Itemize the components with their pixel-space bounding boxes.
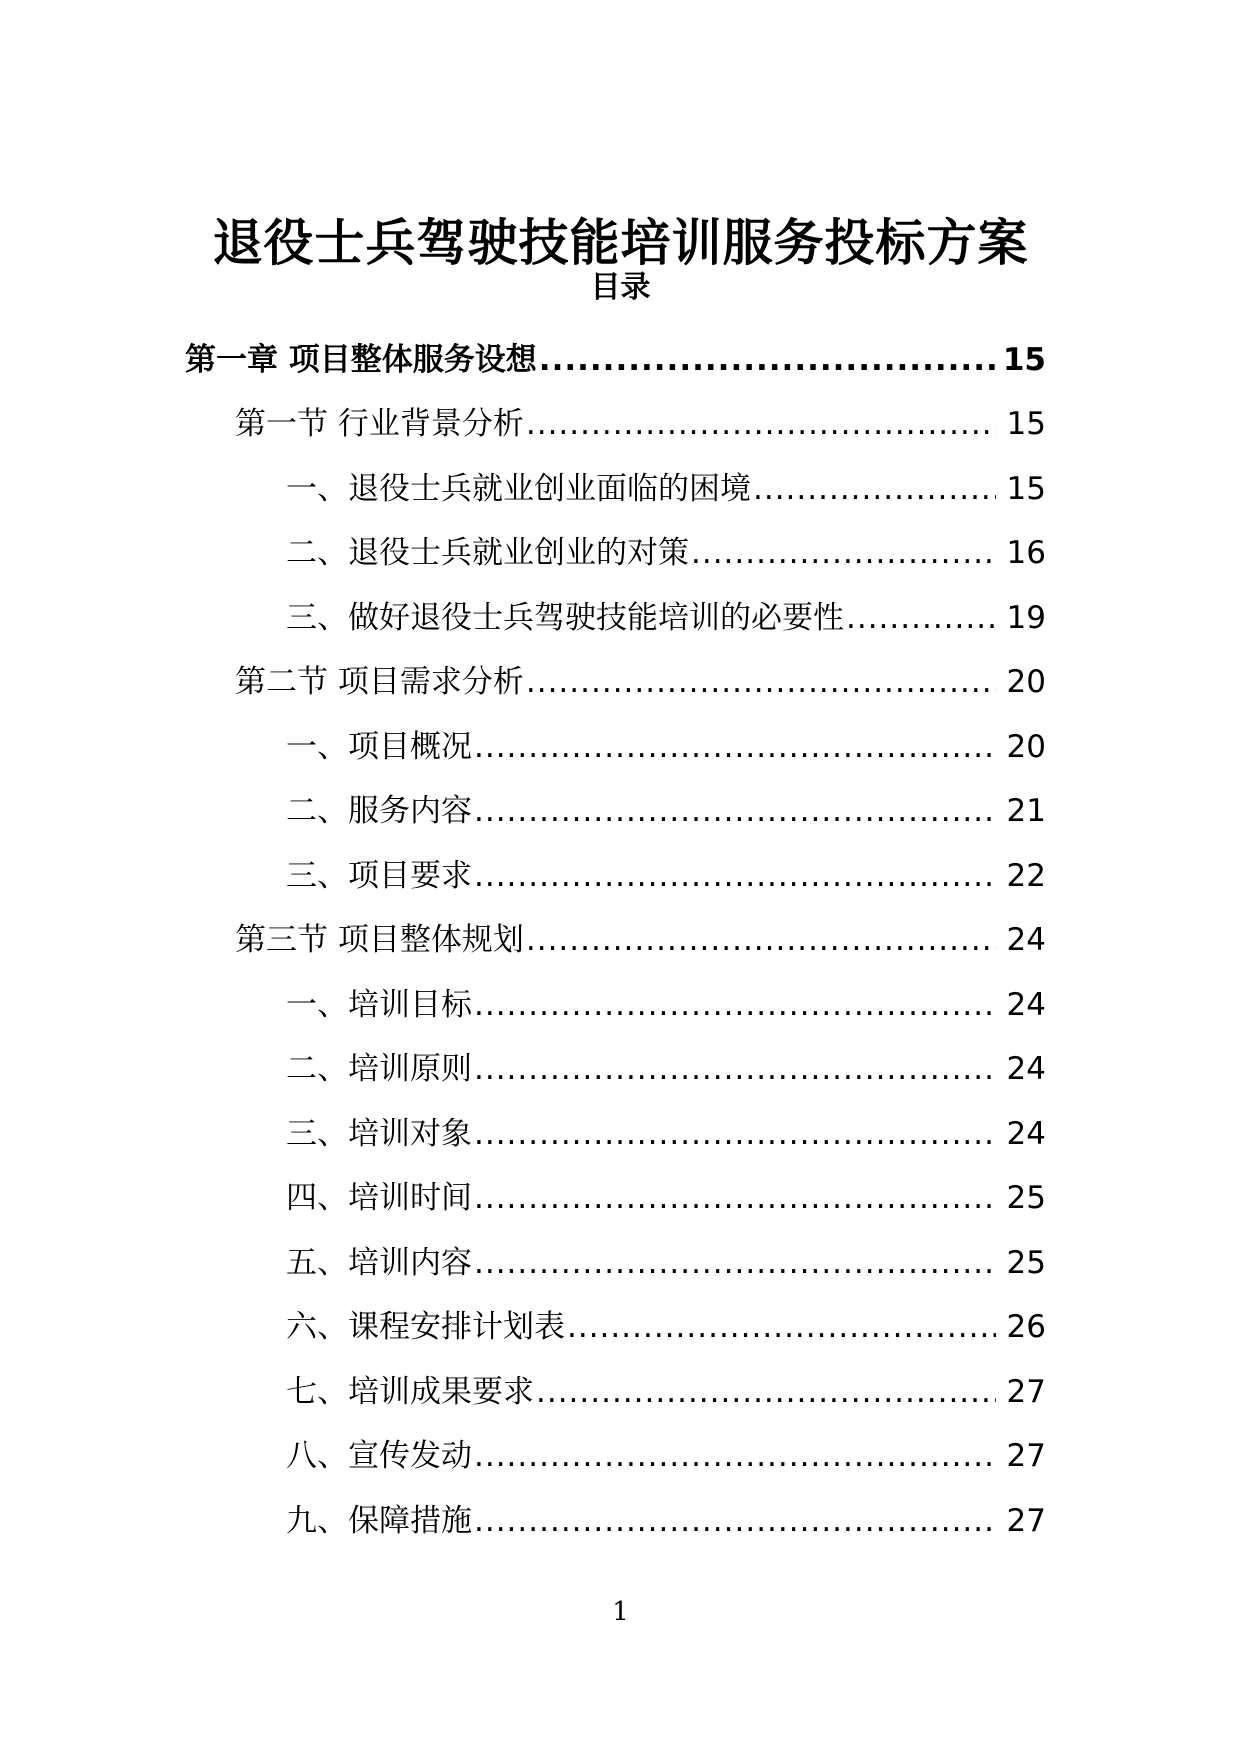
toc-dot-leader	[474, 856, 996, 896]
toc-entry-subsection[interactable]	[0, 714, 1241, 779]
toc-entry-page: 24	[1006, 986, 1046, 1023]
toc-dot-leader	[691, 533, 996, 573]
toc-entry-page: 24	[1006, 1115, 1046, 1152]
toc-entry-page: 24	[1006, 1051, 1046, 1087]
toc-entry-section-1[interactable]	[0, 392, 1241, 457]
toc-entry-section-3[interactable]	[0, 908, 1241, 973]
toc-entry-title: 第二节 项目需求分析	[235, 664, 524, 700]
toc-entry-subsection[interactable]	[0, 585, 1241, 650]
toc-entry-page: 27	[1006, 1502, 1046, 1539]
toc-entry-title: 九、保障措施	[286, 1502, 472, 1539]
toc-entry-page: 15	[1002, 341, 1046, 378]
toc-dot-leader	[526, 662, 996, 702]
toc-entry-subsection[interactable]	[0, 1037, 1241, 1102]
toc-entry-page: 20	[1006, 664, 1046, 700]
toc-entry-title: 五、培训内容	[286, 1244, 472, 1281]
document-title: 退役士兵驾驶技能培训服务投标方案	[212, 213, 1029, 272]
toc-entry-title: 四、培训时间	[286, 1180, 472, 1216]
toc-entry-subsection[interactable]	[0, 1101, 1241, 1166]
toc-entry-title: 八、宣传发动	[286, 1438, 472, 1474]
toc-entry-title: 一、退役士兵就业创业面临的困境	[286, 470, 751, 507]
toc-dot-leader	[474, 727, 996, 767]
toc-dot-leader	[474, 1114, 996, 1154]
toc-heading: 目录	[590, 270, 651, 305]
toc-entry-section-2[interactable]	[0, 650, 1241, 715]
toc-entry-chapter-1[interactable]	[0, 327, 1241, 392]
toc-entry-page: 24	[1006, 922, 1046, 958]
toc-dot-leader	[567, 1307, 996, 1347]
toc-entry-title: 七、培训成果要求	[286, 1373, 534, 1410]
toc-dot-leader	[526, 920, 996, 960]
toc-dot-leader	[474, 1501, 996, 1541]
toc-entry-title: 二、退役士兵就业创业的对策	[286, 535, 689, 571]
toc-entry-title: 三、做好退役士兵驾驶技能培训的必要性	[286, 599, 844, 636]
toc-entry-title: 一、项目概况	[286, 728, 472, 765]
toc-entry-page: 15	[1006, 470, 1046, 507]
toc-dot-leader	[536, 1372, 996, 1412]
toc-entry-subsection[interactable]	[0, 1230, 1241, 1295]
toc-entry-subsection[interactable]	[0, 779, 1241, 844]
toc-entry-subsection[interactable]	[0, 1166, 1241, 1231]
toc-dot-leader	[526, 404, 996, 444]
toc-dot-leader	[846, 598, 996, 638]
toc-dot-leader	[753, 469, 996, 509]
toc-entry-title: 一、培训目标	[286, 986, 472, 1023]
toc-dot-leader	[474, 1049, 996, 1089]
toc-entry-title: 二、服务内容	[286, 793, 472, 829]
toc-entry-page: 26	[1006, 1309, 1046, 1345]
toc-dot-leader	[474, 1436, 996, 1476]
toc-entry-title: 六、课程安排计划表	[286, 1309, 565, 1345]
toc-entry-subsection[interactable]	[0, 1488, 1241, 1553]
toc-dot-leader	[474, 1178, 996, 1218]
toc-entry-page: 16	[1006, 535, 1046, 571]
toc-dot-leader	[474, 1243, 996, 1283]
toc-entry-page: 20	[1006, 728, 1046, 765]
toc-entry-subsection[interactable]	[0, 521, 1241, 586]
toc-entry-subsection[interactable]	[0, 972, 1241, 1037]
toc-dot-leader	[474, 985, 996, 1025]
toc-entry-title: 三、项目要求	[286, 857, 472, 894]
toc-dot-leader	[539, 340, 996, 380]
toc-entry-page: 27	[1006, 1438, 1046, 1474]
toc-entry-page: 25	[1006, 1244, 1046, 1281]
toc-entry-subsection[interactable]	[0, 1295, 1241, 1360]
toc-entry-title: 二、培训原则	[286, 1051, 472, 1087]
toc-entry-title: 第一节 行业背景分析	[235, 406, 524, 442]
toc-entry-page: 21	[1006, 793, 1046, 829]
toc-entry-page: 22	[1006, 857, 1046, 894]
toc-entry-title: 第三节 项目整体规划	[235, 922, 524, 958]
toc-entry-title: 第一章 项目整体服务设想	[185, 341, 537, 378]
toc-entry-page: 15	[1006, 406, 1046, 442]
toc-entry-page: 27	[1006, 1373, 1046, 1410]
toc-entry-subsection[interactable]	[0, 456, 1241, 521]
toc-entry-page: 25	[1006, 1180, 1046, 1216]
toc-dot-leader	[474, 791, 996, 831]
toc-entry-page: 19	[1006, 599, 1046, 636]
toc-entry-subsection[interactable]	[0, 1424, 1241, 1489]
toc-entry-subsection[interactable]	[0, 843, 1241, 908]
toc-entry-title: 三、培训对象	[286, 1115, 472, 1152]
page-number: 1	[612, 1597, 629, 1627]
toc-entry-subsection[interactable]	[0, 1359, 1241, 1424]
table-of-contents	[0, 327, 1241, 1553]
